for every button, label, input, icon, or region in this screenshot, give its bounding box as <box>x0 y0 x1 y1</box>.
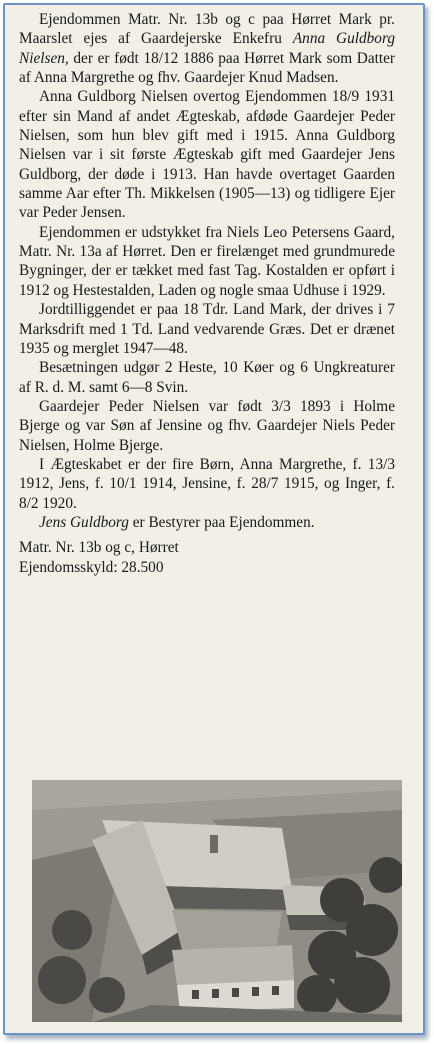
property-valuation: Ejendomsskyld: 28.500 <box>19 558 164 576</box>
article-text <box>19 10 395 577</box>
paragraph-children: I Ægteskabet er der fire Børn, Anna Margrethe, f. 13/3 1912, Jens, f. 10/1 1914, Jensine, f. 28/7 1915, og Inger, f. 8/2 1920. <box>19 455 395 512</box>
paragraph-buildings: Ejendommen er udstykket fra Niels Leo Petersens Gaard, Matr. Nr. 13a af Hørret. Den er firelænget med grundmurede Bygninger, der er tækket med fast Tag. Kostalden er opført i 1912 og Hestestalden, Laden og nogle smaa Udhuse i 1929. <box>19 223 395 299</box>
manager-name: Jens Guldborg <box>39 513 129 531</box>
paragraph-owner-text-a: Ejendommen Matr. Nr. 13b og c paa Hørret Mark pr. Maarslet ejes af Gaardejerske Enkefru <box>19 11 395 48</box>
paragraph-husband: Gaardejer Peder Nielsen var født 3/3 1893 i Holme Bjerge og var Søn af Jensine og fhv. Gaardejer Niels Peder Nielsen, Holme Bjerge. <box>19 397 395 454</box>
newspaper-clipping <box>3 3 425 1035</box>
paragraph-manager <box>19 513 395 532</box>
paragraph-land: Jordtilliggendet er paa 18 Tdr. Land Mark, der drives i 7 Marksdrift med 1 Td. Land vedvarende Græs. Det er drænet 1935 og merglet 1947—48. <box>19 301 395 357</box>
aerial-farm-photo <box>32 780 402 1022</box>
property-id: Matr. Nr. 13b og c, Hørret <box>19 539 179 557</box>
paragraph-manager-text: er Bestyrer paa Ejendommen. <box>128 513 315 531</box>
owner-name: Anna Guldborg Nielsen, <box>19 30 395 67</box>
paragraph-history: Anna Guldborg Nielsen overtog Ejendommen 18/9 1931 efter sin Mand af andet Ægteskab, afdøde Gaardejer Peder Nielsen, som hun blev gift med i 1915. Anna Guldborg Nielsen var i sit første Ægteskab gift med Gaardejer Jens Guldborg, der døde i 1913. Han havde overtaget Gaarden samme Aar efter Th. Mikkelsen (1905—13) og tidligere Ejer var Peder Jensen. <box>19 88 395 222</box>
paragraph-owner <box>19 10 395 87</box>
property-footer <box>19 538 395 577</box>
paragraph-owner-text-b: der er født 18/12 1886 paa Hørret Mark som Datter af Anna Margrethe og fhv. Gaardejer Knud Madsen. <box>19 49 395 87</box>
paragraph-livestock: Besætningen udgør 2 Heste, 10 Køer og 6 Ungkreaturer af R. d. M. samt 6—8 Svin. <box>19 359 395 396</box>
farm-photo-illustration <box>32 780 402 1022</box>
